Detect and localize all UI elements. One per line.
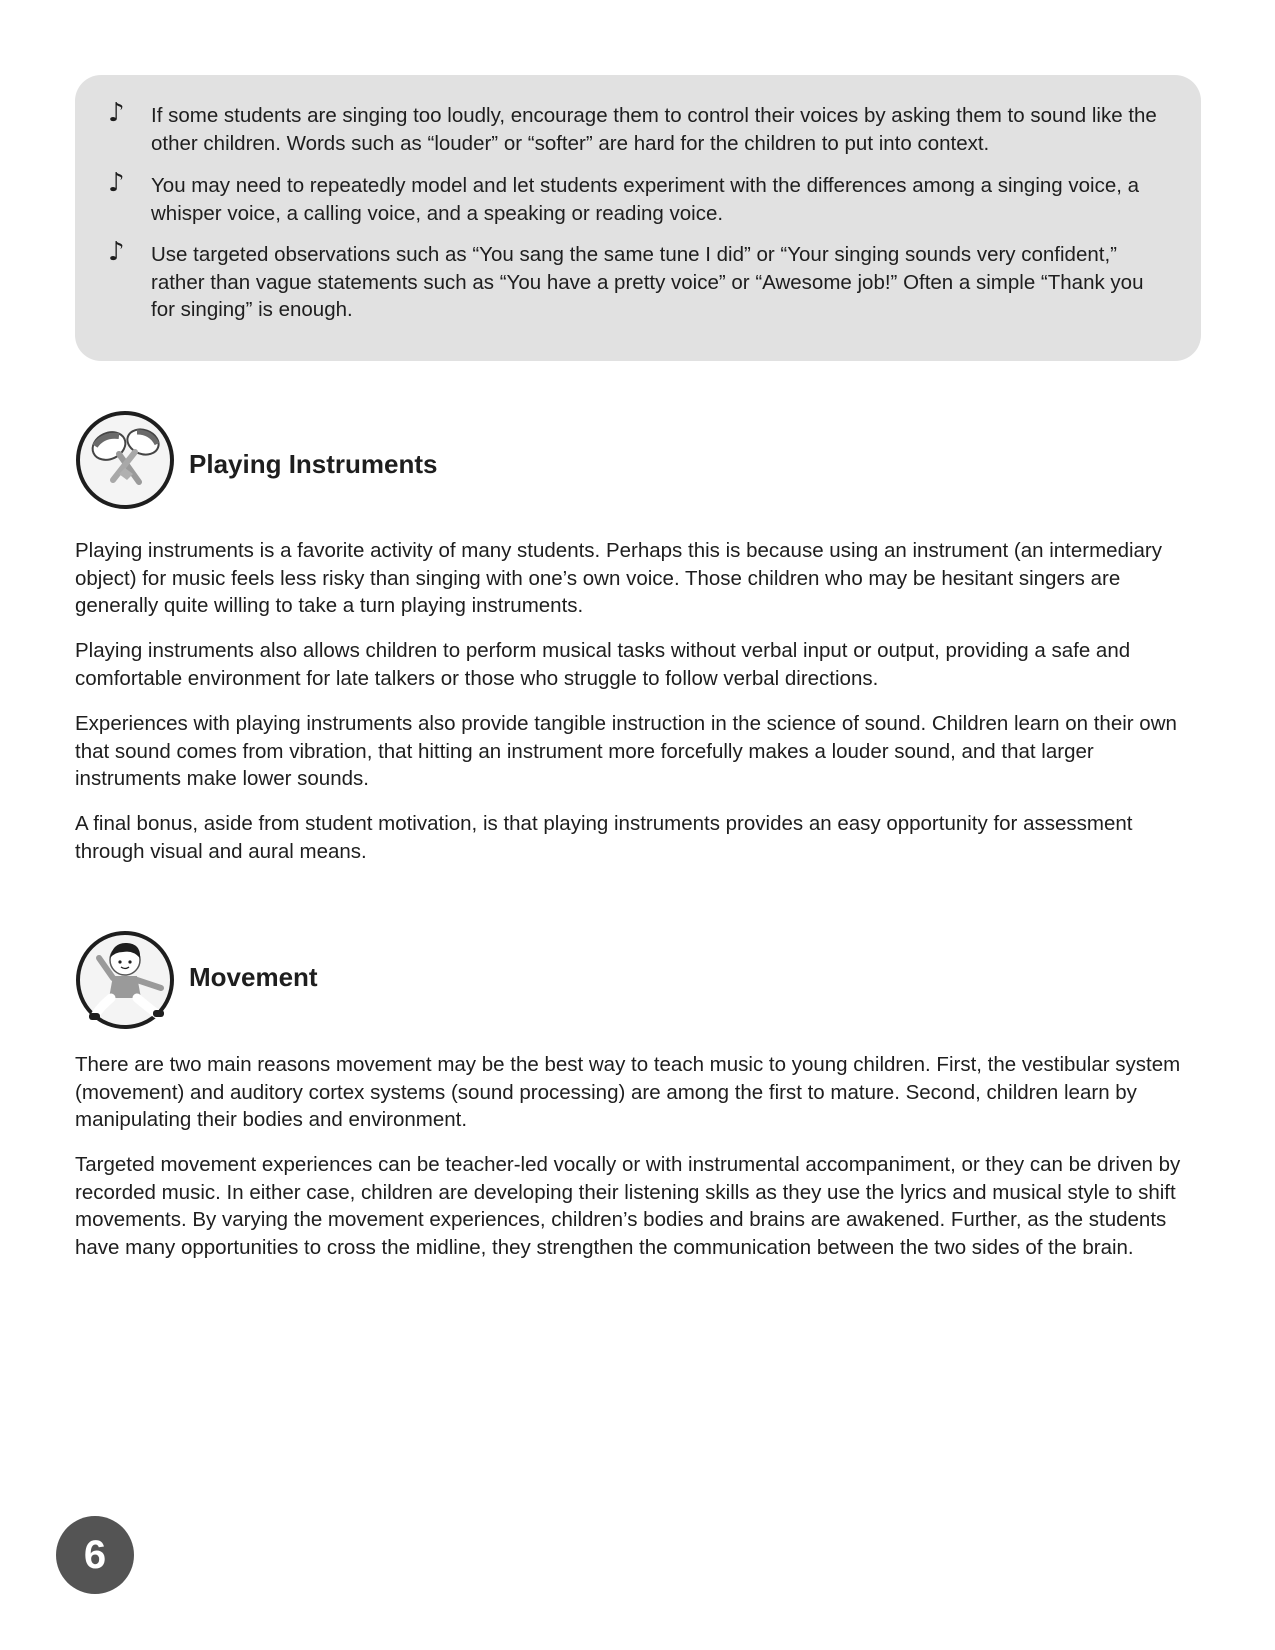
paragraph: Targeted movement experiences can be teacher-led vocally or with instrumental accompaniment, or they can be driven by recorded music. In either case, children are developing their listening skills as they use the lyrics and musical style to shift movements. By varying the movement experiences, children’s bodies and brains are awakened. Further, as the students have many opportunities to cross the midline, they strengthen the communication between the two sides of the brain. [75, 1153, 1181, 1259]
tips-box [75, 75, 1201, 361]
paragraph: Experiences with playing instruments also provide tangible instruction in the science of sound. Children learn on their own that sound comes from vibration, that hitting an instrument more forcefully makes a louder sound, and that larger instruments make lower sounds. [75, 712, 1177, 790]
music-note-bullet-icon: ♪ [108, 98, 125, 128]
paragraph: Playing instruments also allows children to perform musical tasks without verbal input or output, providing a safe and comfortable environment for late talkers or those who struggle to follow verbal directions. [75, 639, 1131, 690]
music-note-bullet-icon: ♪ [108, 168, 125, 198]
maracas-icon [75, 410, 175, 510]
paragraph: A final bonus, aside from student motivation, is that playing instruments provides an easy opportunity for assessment through visual and aural means. [75, 812, 1133, 863]
paragraph: Playing instruments is a favorite activity of many students. Perhaps this is because using an instrument (an intermediary object) for music feels less risky than singing with one’s own voice. Those children who may be hesitant singers are generally quite willing to take a turn playing instruments. [75, 539, 1163, 617]
paragraph: There are two main reasons movement may be the best way to teach music to young children. First, the vestibular system (movement) and auditory cortex systems (sound processing) are among the first to mature. Second, children learn by manipulating their bodies and environment. [75, 1053, 1181, 1131]
music-note-bullet-icon: ♪ [108, 237, 125, 267]
section-heading-movement: Movement [189, 962, 318, 992]
section-heading-playing-instruments: Playing Instruments [189, 449, 438, 479]
tip-text: You may need to repeatedly model and let students experiment with the differences among a singing voice, a whisper voice, a calling voice, and a speaking or reading voice. [151, 174, 1140, 225]
tip-text: If some students are singing too loudly, encourage them to control their voices by asking them to sound like the other children. Words such as “louder” or “softer” are hard for the children to put into context. [151, 104, 1157, 155]
dancing-child-icon [75, 930, 175, 1030]
page-number-badge: 6 [56, 1516, 134, 1594]
tip-text: Use targeted observations such as “You sang the same tune I did” or “Your singing sounds very confident,” rather than vague statements such as “You have a pretty voice” or “Awesome job!” Often a simple “Thank you for singing” is enough. [151, 243, 1144, 321]
